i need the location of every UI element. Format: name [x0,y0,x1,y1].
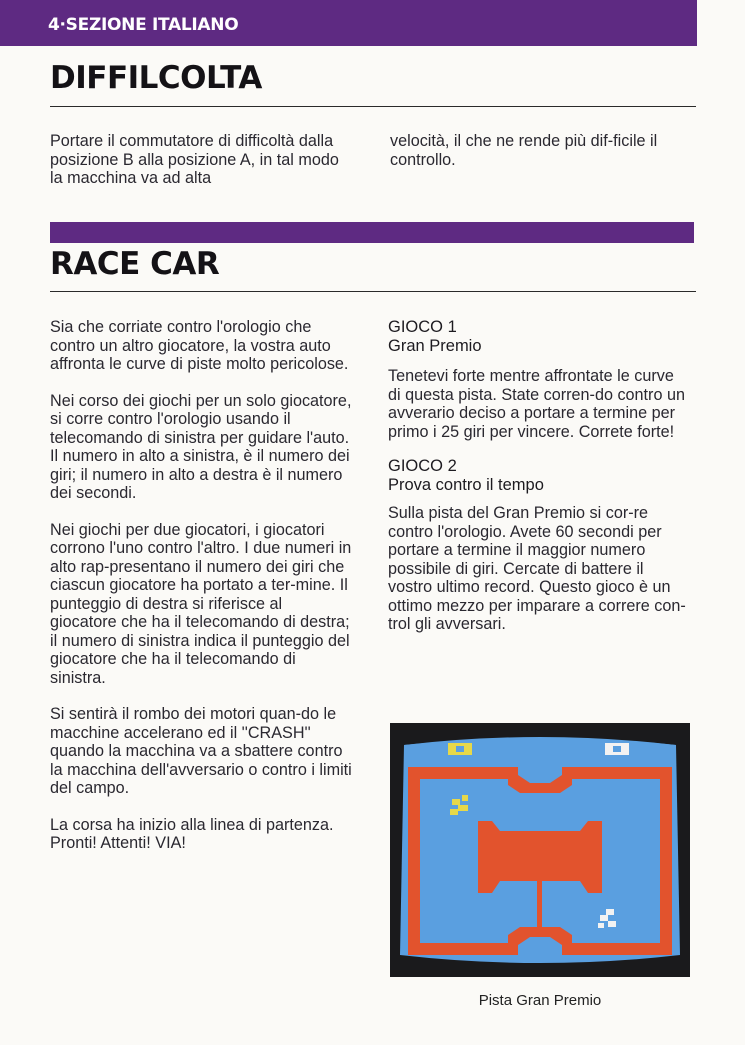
paragraph: Sia che corriate contro l'orologio che contro un altro giocatore, la vostra auto affronta le curve di piste molto pericolose. [50,318,349,373]
race-car-left-column [50,318,352,853]
gioco1-label: GIOCO 1 [388,318,457,336]
difficolta-col1 [50,132,350,188]
section-divider-band [50,222,694,243]
image-caption: Pista Gran Premio [478,992,602,1009]
race-car-right-column [388,318,690,634]
game-screenshot [390,723,690,977]
difficolta-text-2: velocità, il che ne rende più dif-ficile il controllo. [390,132,658,169]
paragraph: La corsa ha inizio alla linea di partenza. Pronti! Attenti! VIA! [50,815,334,852]
race-car-title: RACE CAR [50,246,220,282]
section-header: 4·SEZIONE ITALIANO [48,15,239,35]
gioco2-name: Prova contro il tempo [388,476,544,494]
gioco1-name: Gran Premio [388,337,482,355]
difficolta-col2 [390,132,675,169]
race-track-illustration [390,723,690,977]
paragraph: Si sentirà il rombo dei motori quan-do le macchine accelerano ed il ''CRASH'' quando la macchina va a sbattere contro la macchina dell'avversario o contro i limiti del campo. [50,705,352,797]
difficolta-text-1: Portare il commutatore di difficoltà dalla posizione B alla posizione A, in tal modo la macchina va ad alta [50,132,339,187]
start-line [537,881,542,931]
paragraph: Nei corso dei giochi per un solo giocatore, si corre contro l'orologio usando il telecomando di sinistra per guidare l'auto. Il numero in alto a sinistra, è il numero dei giri; il numero in alto a destra è il numero dei secondi. [50,391,352,502]
gioco2-text: Sulla pista del Gran Premio si cor-re contro l'orologio. Avete 60 secondi per portare a termine il maggior numero possibile di giri. Cercate di battere il vostro ultimo record. Questo gioco è un ottimo mezzo per imparare a correre con-trol gli avversari. [388,504,686,633]
difficolta-rule [50,106,696,107]
gioco1-text: Tenetevi forte mentre affrontate le curve di questa pista. State corren-do contro un avverario deciso a portare a termine per primo i 25 giri per vincere. Correte forte! [388,367,685,441]
difficolta-title: DIFFILCOLTA [50,60,262,96]
race-car-rule [50,291,696,292]
paragraph: Nei giochi per due giocatori, i giocatori corrono l'uno contro l'altro. I due numeri in alto rap-presentano il numero dei giri che ciascun giocatore ha portato a ter-mine. Il punteggio di destra si riferisce al giocatore che ha il telecomando di destra; il numero di sinistra indica il punteggio del giocatore che ha il telecomando di sinistra. [50,520,352,687]
gioco2-label: GIOCO 2 [388,457,457,475]
